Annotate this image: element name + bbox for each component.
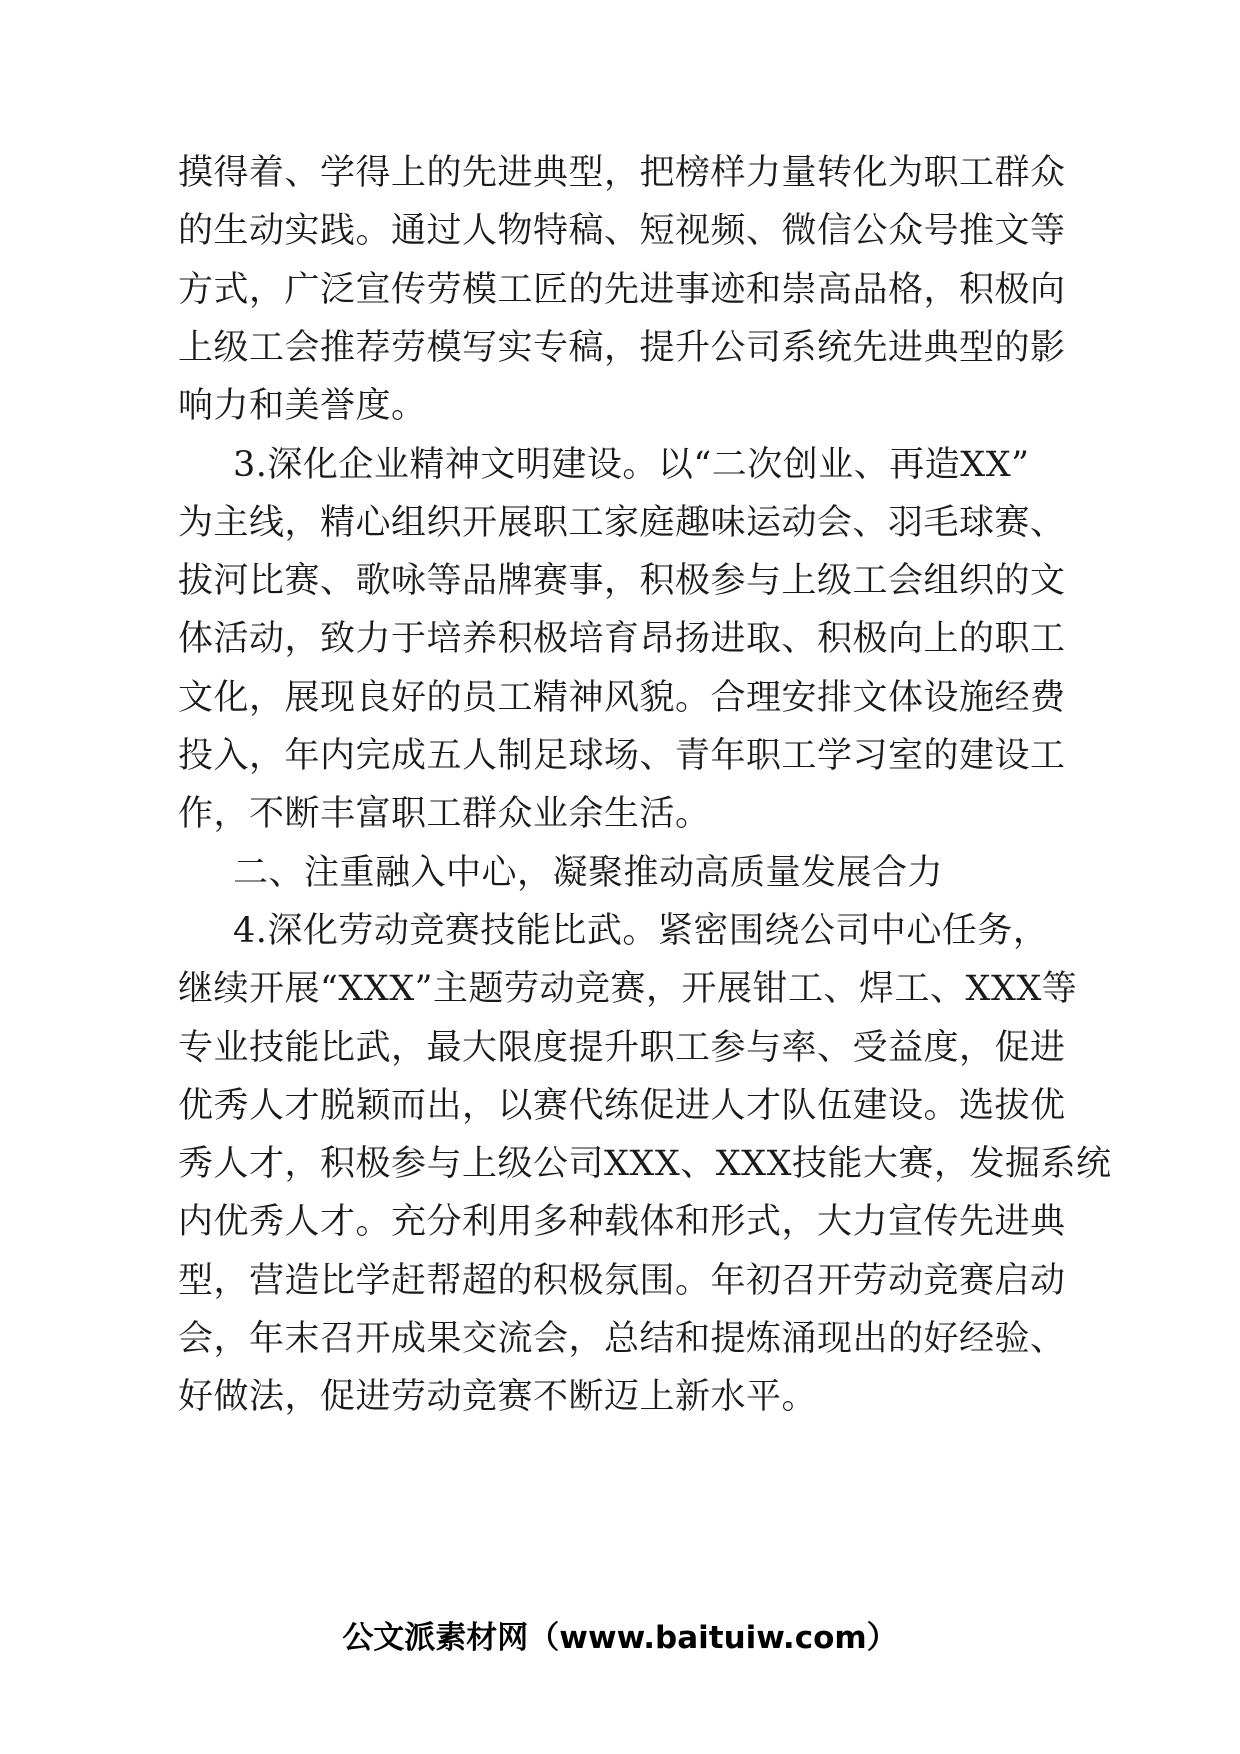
paragraph-line: 继续开展“XXX”主题劳动竞赛，开展钳工、焊工、XXX等 <box>178 969 1078 1009</box>
paragraph-line: 为主线，精心组织开展职工家庭趣味运动会、羽毛球赛、 <box>178 503 1066 543</box>
paragraph-line: 好做法，促进劳动竞赛不断迈上新水平。 <box>178 1377 818 1417</box>
paragraph-line: 方式，广泛宣传劳模工匠的先进事迹和崇高品格，积极向 <box>178 270 1066 310</box>
paragraph-line: 3.深化企业精神文明建设。以“二次创业、再造XX” <box>233 445 1030 485</box>
paragraph-line: 作，不断丰富职工群众业余生活。 <box>178 794 711 834</box>
paragraph-line: 专业技能比武，最大限度提升职工参与率、受益度，促进 <box>178 1028 1066 1068</box>
footer-watermark: 公文派素材网（www.baituiw.com） <box>342 1620 898 1656</box>
paragraph-line: 摸得着、学得上的先进典型，把榜样力量转化为职工群众 <box>178 153 1066 193</box>
paragraph-line: 响力和美誉度。 <box>178 386 427 426</box>
paragraph-line: 4.深化劳动竞赛技能比武。紧密围绕公司中心任务， <box>233 911 1049 951</box>
paragraph-line: 文化，展现良好的员工精神风貌。合理安排文体设施经费 <box>178 678 1066 718</box>
paragraph-line: 型，营造比学赶帮超的积极氛围。年初召开劳动竞赛启动 <box>178 1261 1066 1301</box>
paragraph-line: 的生动实践。通过人物特稿、短视频、微信公众号推文等 <box>178 211 1066 251</box>
paragraph-line: 拔河比赛、歌咏等品牌赛事，积极参与上级工会组织的文 <box>178 561 1066 601</box>
paragraph-line: 上级工会推荐劳模写实专稿，提升公司系统先进典型的影 <box>178 328 1066 368</box>
paragraph-line: 优秀人才脱颖而出，以赛代练促进人才队伍建设。选拔优 <box>178 1086 1066 1126</box>
paragraph-line: 二、注重融入中心，凝聚推动高质量发展合力 <box>233 853 944 893</box>
paragraph-line: 投入，年内完成五人制足球场、青年职工学习室的建设工 <box>178 736 1066 776</box>
paragraph-line: 体活动，致力于培养积极培育昂扬进取、积极向上的职工 <box>178 619 1066 659</box>
paragraph-line: 会，年末召开成果交流会，总结和提炼涌现出的好经验、 <box>178 1319 1066 1359</box>
paragraph-line: 内优秀人才。充分利用多种载体和形式，大力宣传先进典 <box>178 1202 1066 1242</box>
paragraph-line: 秀人才，积极参与上级公司XXX、XXX技能大赛，发掘系统 <box>178 1144 1112 1184</box>
